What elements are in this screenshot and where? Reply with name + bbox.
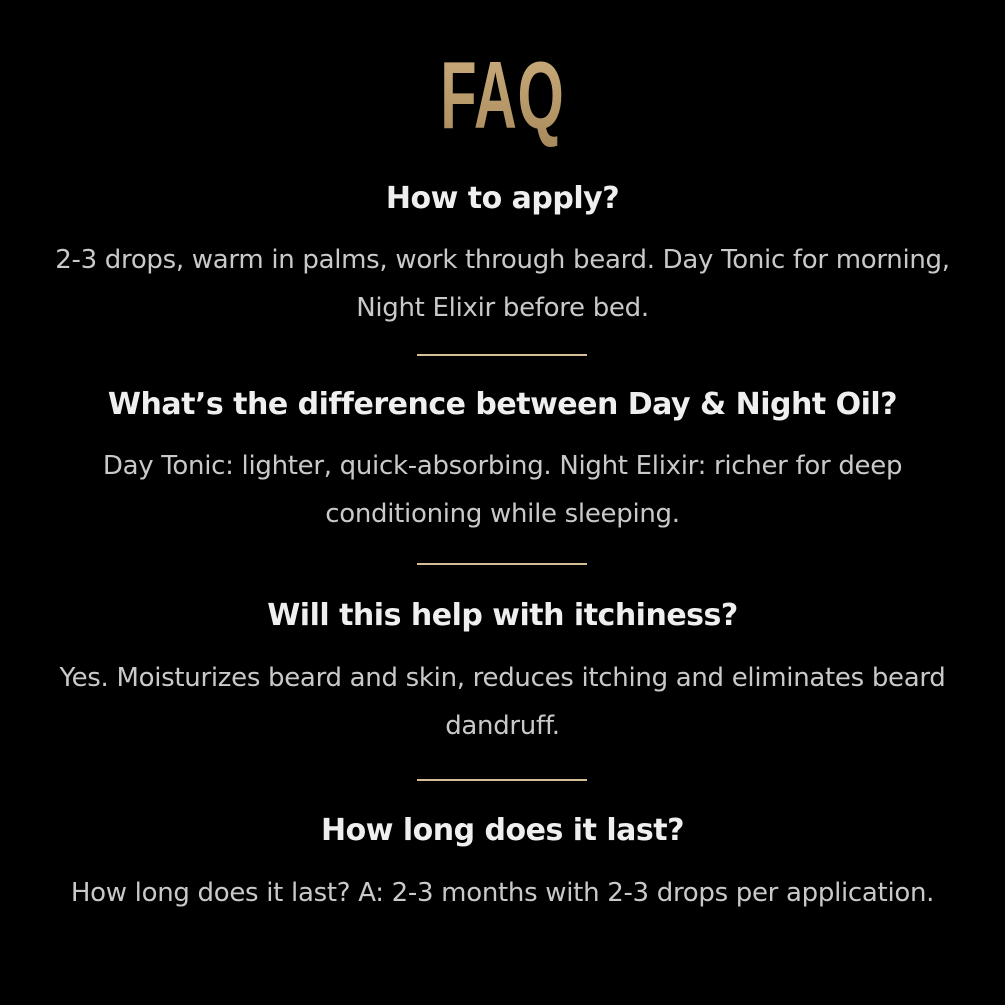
divider-1	[417, 354, 587, 356]
faq-answer-2: Day Tonic: lighter, quick-absorbing. Night Elixir: richer for deep conditioning while sleeping.	[102, 451, 903, 529]
faq-question-2: What’s the difference between Day & Night Oil?	[107, 387, 898, 422]
faq-answer-3: Yes. Moisturizes beard and skin, reduces itching and eliminates beard dandruff.	[59, 663, 946, 741]
faq-question-3: Will this help with itchiness?	[267, 598, 738, 633]
faq-question-1: How to apply?	[385, 181, 620, 216]
faq-title: FAQ	[191, 36, 814, 156]
faq-question-4: How long does it last?	[321, 813, 684, 848]
faq-answer-1: 2-3 drops, warm in palms, work through beard. Day Tonic for morning, Night Elixir before bed.	[55, 245, 950, 323]
faq-answer-4: How long does it last? A: 2-3 months with 2-3 drops per application.	[70, 878, 935, 908]
divider-3	[417, 779, 587, 781]
divider-2	[417, 563, 587, 565]
